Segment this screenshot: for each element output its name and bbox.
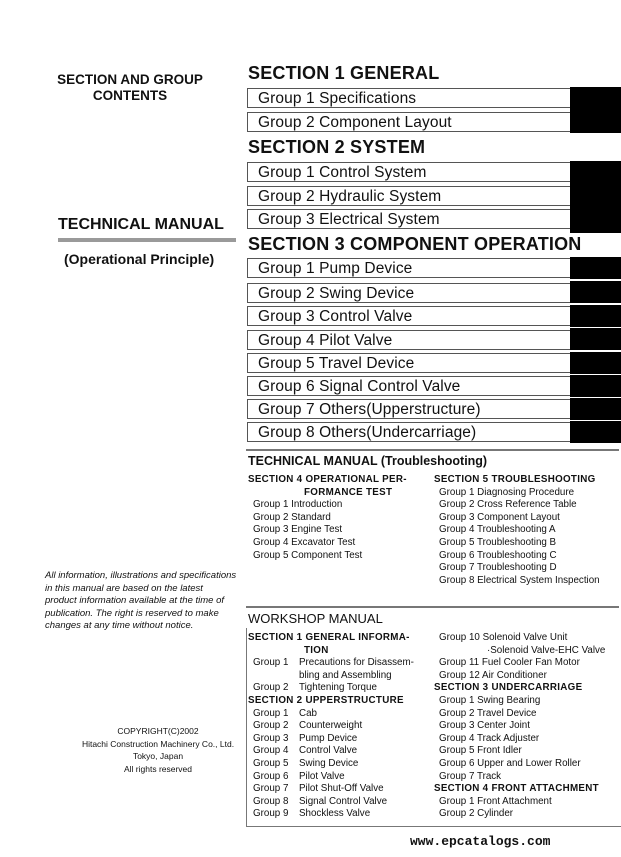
section-1-group-2[interactable]: Group 2 Component Layout (247, 112, 570, 132)
group-number: Group 2 (253, 682, 289, 694)
group-text: Shockless Valve (299, 808, 371, 820)
group-number: Group 9 (253, 808, 289, 820)
list-item[interactable]: Group 4 Track Adjuster (439, 732, 540, 744)
group-text: Pump Device (299, 732, 358, 744)
list-item[interactable] (253, 720, 414, 733)
list-item[interactable]: Group 1 Introduction (253, 499, 343, 511)
workshop-right-column (434, 632, 605, 821)
list-item[interactable]: Group 10 Solenoid Valve Unit (439, 632, 568, 643)
group-text: Tightening Torque (299, 682, 377, 694)
contents-heading: SECTION AND GROUP CONTENTS (57, 72, 203, 103)
group-text: Swing Device (299, 757, 359, 769)
section-3-group-4-tab (570, 328, 621, 350)
group-number: Group 7 (253, 783, 289, 795)
workshop-divider (246, 606, 619, 608)
list-item[interactable]: Group 1 Front Attachment (439, 795, 552, 807)
list-item[interactable]: Group 8 Electrical System Inspection (439, 574, 600, 586)
list-item[interactable]: Group 3 Engine Test (253, 524, 343, 536)
section-2-group-3[interactable]: Group 3 Electrical System (247, 209, 570, 229)
disclaimer-text: All information, illustrations and specifications in this manual are based on the latest product information available at the time of publication. The right is reserved to make changes at any time without notice. (45, 570, 237, 631)
list-item[interactable]: Group 7 Troubleshooting D (439, 562, 557, 574)
list-item[interactable]: Group 5 Troubleshooting B (439, 536, 557, 548)
section-1-thumb-tab (570, 87, 621, 133)
list-item[interactable]: Group 2 Cross Reference Table (439, 499, 577, 511)
list-item[interactable] (253, 657, 414, 670)
list-item[interactable] (253, 682, 414, 695)
copyright-notice: COPYRIGHT(C)2002 Hitachi Construction Machinery Co., Ltd. Tokyo, Japan All rights reserved (81, 726, 235, 774)
workshop-left-border (246, 628, 247, 826)
section-2-group-1[interactable]: Group 1 Control System (247, 162, 570, 182)
section-1-group-1[interactable]: Group 1 Specifications (247, 88, 570, 108)
section-3-group-2[interactable]: Group 2 Swing Device (247, 283, 570, 303)
section-3-group-3[interactable]: Group 3 Control Valve (247, 306, 570, 326)
group-number: Group 1 (253, 657, 289, 669)
section-2-thumb-tab (570, 161, 621, 233)
list-item[interactable]: Group 6 Troubleshooting C (439, 549, 557, 561)
section-3-group-4[interactable]: Group 4 Pilot Valve (247, 330, 570, 350)
group-number: Group 4 (253, 745, 289, 757)
group-text: Pilot Shut-Off Valve (299, 783, 384, 795)
list-item[interactable] (253, 745, 414, 758)
list-item[interactable]: Group 1 Swing Bearing (439, 694, 541, 706)
list-item[interactable]: Group 2 Standard (253, 511, 331, 523)
section-3-group-6-tab (570, 375, 621, 397)
manual-title: TECHNICAL MANUAL (58, 216, 224, 233)
troubleshooting-left-column (248, 474, 407, 562)
workshop-section-3-title: SECTION 3 UNDERCARRIAGE (434, 682, 583, 694)
section-3-group-5[interactable]: Group 5 Travel Device (247, 353, 570, 373)
list-item[interactable]: Group 12 Air Conditioner (439, 669, 547, 681)
group-text: Control Valve (299, 745, 358, 757)
troubleshooting-title: TECHNICAL MANUAL (Troubleshooting) (248, 454, 488, 468)
section-2-group-2[interactable]: Group 2 Hydraulic System (247, 186, 570, 206)
group-text: Pilot Valve (299, 770, 345, 782)
section-3-group-7[interactable]: Group 7 Others(Upperstructure) (247, 399, 570, 419)
list-item[interactable]: Group 5 Component Test (253, 549, 363, 561)
section-3-group-6[interactable]: Group 6 Signal Control Valve (247, 376, 570, 396)
list-item[interactable] (253, 758, 414, 771)
section-3-group-5-tab (570, 352, 621, 374)
section-4-title-cont: FORMANCE TEST (304, 486, 393, 498)
group-number: Group 6 (253, 770, 289, 782)
group-text: Cab (299, 707, 317, 719)
group-number: Group 3 (253, 732, 289, 744)
section-1-title: SECTION 1 GENERAL (248, 63, 440, 83)
section-3-group-1[interactable]: Group 1 Pump Device (247, 258, 570, 278)
list-item[interactable]: Group 4 Excavator Test (253, 536, 356, 548)
list-item[interactable]: Group 2 Cylinder (439, 808, 514, 820)
workshop-bottom-border (246, 826, 621, 827)
manual-subtitle: (Operational Principle) (64, 251, 215, 267)
list-item[interactable]: Group 3 Center Joint (439, 720, 530, 732)
section-4-title: SECTION 4 OPERATIONAL PER- (248, 474, 407, 485)
group-number: Group 1 (253, 707, 289, 719)
group-text: Precautions for Disassem- (299, 657, 414, 669)
list-item[interactable]: Group 5 Front Idler (439, 745, 522, 757)
list-item[interactable] (253, 733, 414, 746)
list-item[interactable] (253, 783, 414, 796)
list-item-cont: ·Solenoid Valve-EHC Valve (487, 644, 606, 656)
list-item[interactable]: Group 6 Upper and Lower Roller (439, 757, 581, 769)
workshop-title: WORKSHOP MANUAL (248, 611, 383, 626)
group-text: Counterweight (299, 720, 363, 732)
list-item[interactable] (253, 808, 414, 821)
list-item[interactable]: Group 3 Component Layout (439, 511, 560, 523)
group-text: Signal Control Valve (299, 795, 388, 807)
list-item[interactable] (253, 796, 414, 809)
section-3-group-8-tab (570, 421, 621, 443)
workshop-left-column (248, 632, 414, 821)
list-item[interactable] (253, 771, 414, 784)
workshop-section-1-title: SECTION 1 GENERAL INFORMA- (248, 632, 410, 643)
section-3-title: SECTION 3 COMPONENT OPERATION (248, 234, 582, 254)
group-number: Group 2 (253, 720, 289, 732)
list-item[interactable]: Group 1 Diagnosing Procedure (439, 486, 575, 498)
list-item[interactable] (253, 708, 414, 721)
list-item[interactable]: Group 4 Troubleshooting A (439, 524, 556, 536)
workshop-section-1-title-cont: TION (304, 644, 329, 656)
workshop-section-4-title: SECTION 4 FRONT ATTACHMENT (434, 783, 599, 795)
section-3-group-8[interactable]: Group 8 Others(Undercarriage) (247, 422, 570, 442)
troubleshooting-right-column (434, 474, 600, 587)
section-5-title: SECTION 5 TROUBLESHOOTING (434, 474, 596, 485)
troubleshooting-divider (246, 449, 619, 451)
group-number: Group 8 (253, 795, 289, 807)
section-3-group-2-tab (570, 281, 621, 303)
section-2-title: SECTION 2 SYSTEM (248, 137, 426, 157)
list-item[interactable]: Group 2 Travel Device (439, 707, 537, 719)
list-item[interactable]: Group 7 Track (439, 770, 502, 782)
list-item-cont: bling and Assembling (299, 669, 392, 681)
title-divider (58, 238, 236, 242)
workshop-section-2-title: SECTION 2 UPPERSTRUCTURE (248, 694, 404, 706)
section-3-group-7-tab (570, 398, 621, 420)
group-number: Group 5 (253, 757, 289, 769)
section-3-group-3-tab (570, 305, 621, 327)
list-item[interactable]: Group 11 Fuel Cooler Fan Motor (439, 657, 580, 669)
section-3-group-1-tab (570, 257, 621, 279)
footer-url[interactable]: www.epcatalogs.com (410, 834, 551, 849)
